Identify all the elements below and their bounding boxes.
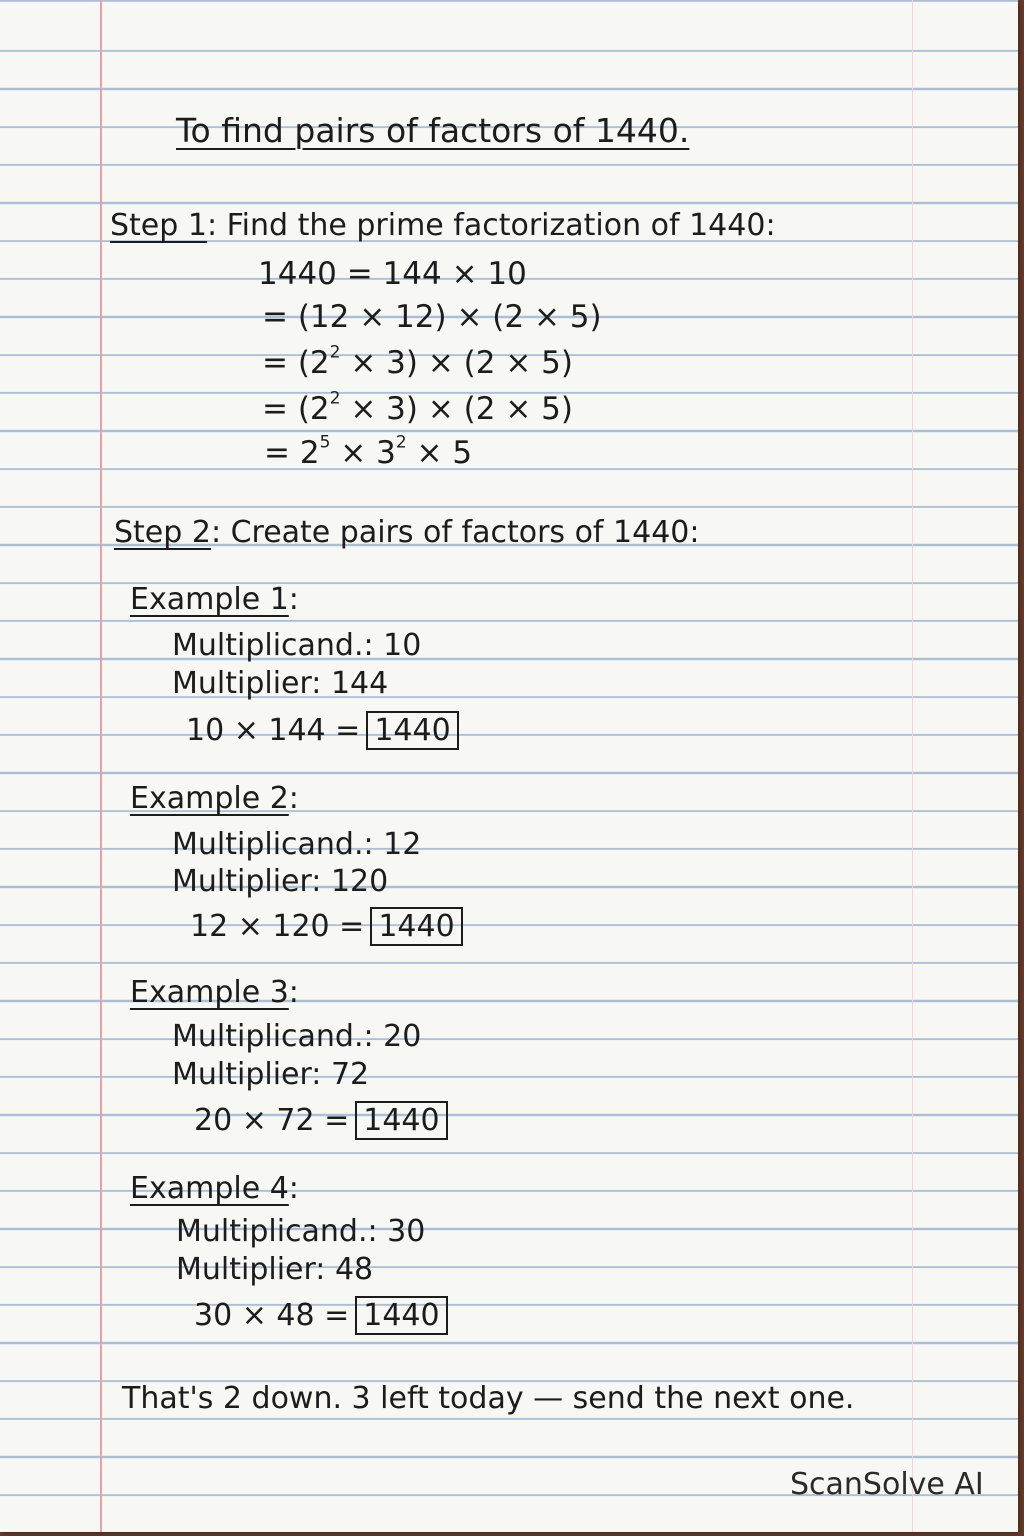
example-1-result-box: 1440 <box>366 711 458 750</box>
factorization-line-3: = $(2^2 \times 3) \times (2 \times 5)$ <box>262 342 573 381</box>
brand-watermark: ScanSolve AI <box>790 1467 984 1502</box>
step-2-text: : Create pairs of factors of 1440: <box>210 515 700 550</box>
example-4-multiplicand: Multiplicand.: 30 <box>176 1214 426 1249</box>
example-2-multiplicand: Multiplicand.: 12 <box>172 827 422 862</box>
example-1-heading: Example 1: <box>130 582 299 617</box>
example-4-equation: 30 × 48 = 1440 <box>194 1296 448 1335</box>
example-4-multiplier: Multiplier: 48 <box>176 1252 374 1287</box>
right-margin-line <box>912 0 913 1532</box>
margin-line <box>100 0 102 1532</box>
step-1-heading <box>110 208 776 243</box>
example-1-multiplier: Multiplier: 144 <box>172 666 389 701</box>
factorization-line-2: = (12 × 12) × (2 × 5) <box>262 299 602 335</box>
example-2-equation: 12 × 120 = 1440 <box>190 907 463 946</box>
example-4-heading: Example 4: <box>130 1171 299 1206</box>
example-3-heading: Example 3: <box>130 975 299 1010</box>
example-1-equation: 10 × 144 = 1440 <box>186 711 459 750</box>
footer-note: That's 2 down. 3 left today — send the next one. <box>122 1381 855 1416</box>
example-3-multiplicand: Multiplicand.: 20 <box>172 1019 422 1054</box>
example-3-multiplier: Multiplier: 72 <box>172 1057 370 1092</box>
example-3-equation: 20 × 72 = 1440 <box>194 1101 448 1140</box>
example-2-heading: Example 2: <box>130 781 299 816</box>
page-title: To find pairs of factors of 1440. <box>176 111 690 150</box>
example-3-result-box: 1440 <box>355 1101 447 1140</box>
example-2-result-box: 1440 <box>370 907 462 946</box>
factorization-line-4: = $(2^2 \times 3) \times (2 \times 5)$ <box>262 388 573 427</box>
factorization-line-5: = $2^5 \times 3^2 \times 5$ <box>264 432 473 471</box>
step-1-label: Step 1 <box>110 208 207 243</box>
step-2-heading <box>114 515 700 550</box>
example-2-multiplier: Multiplier: 120 <box>172 864 389 899</box>
step-1-text: : Find the prime factorization of 1440: <box>206 208 776 243</box>
factorization-line-1: 1440 = 144 × 10 <box>258 256 527 292</box>
example-1-multiplicand: Multiplicand.: 10 <box>172 628 422 663</box>
example-4-result-box: 1440 <box>355 1296 447 1335</box>
step-2-label: Step 2 <box>114 515 211 550</box>
